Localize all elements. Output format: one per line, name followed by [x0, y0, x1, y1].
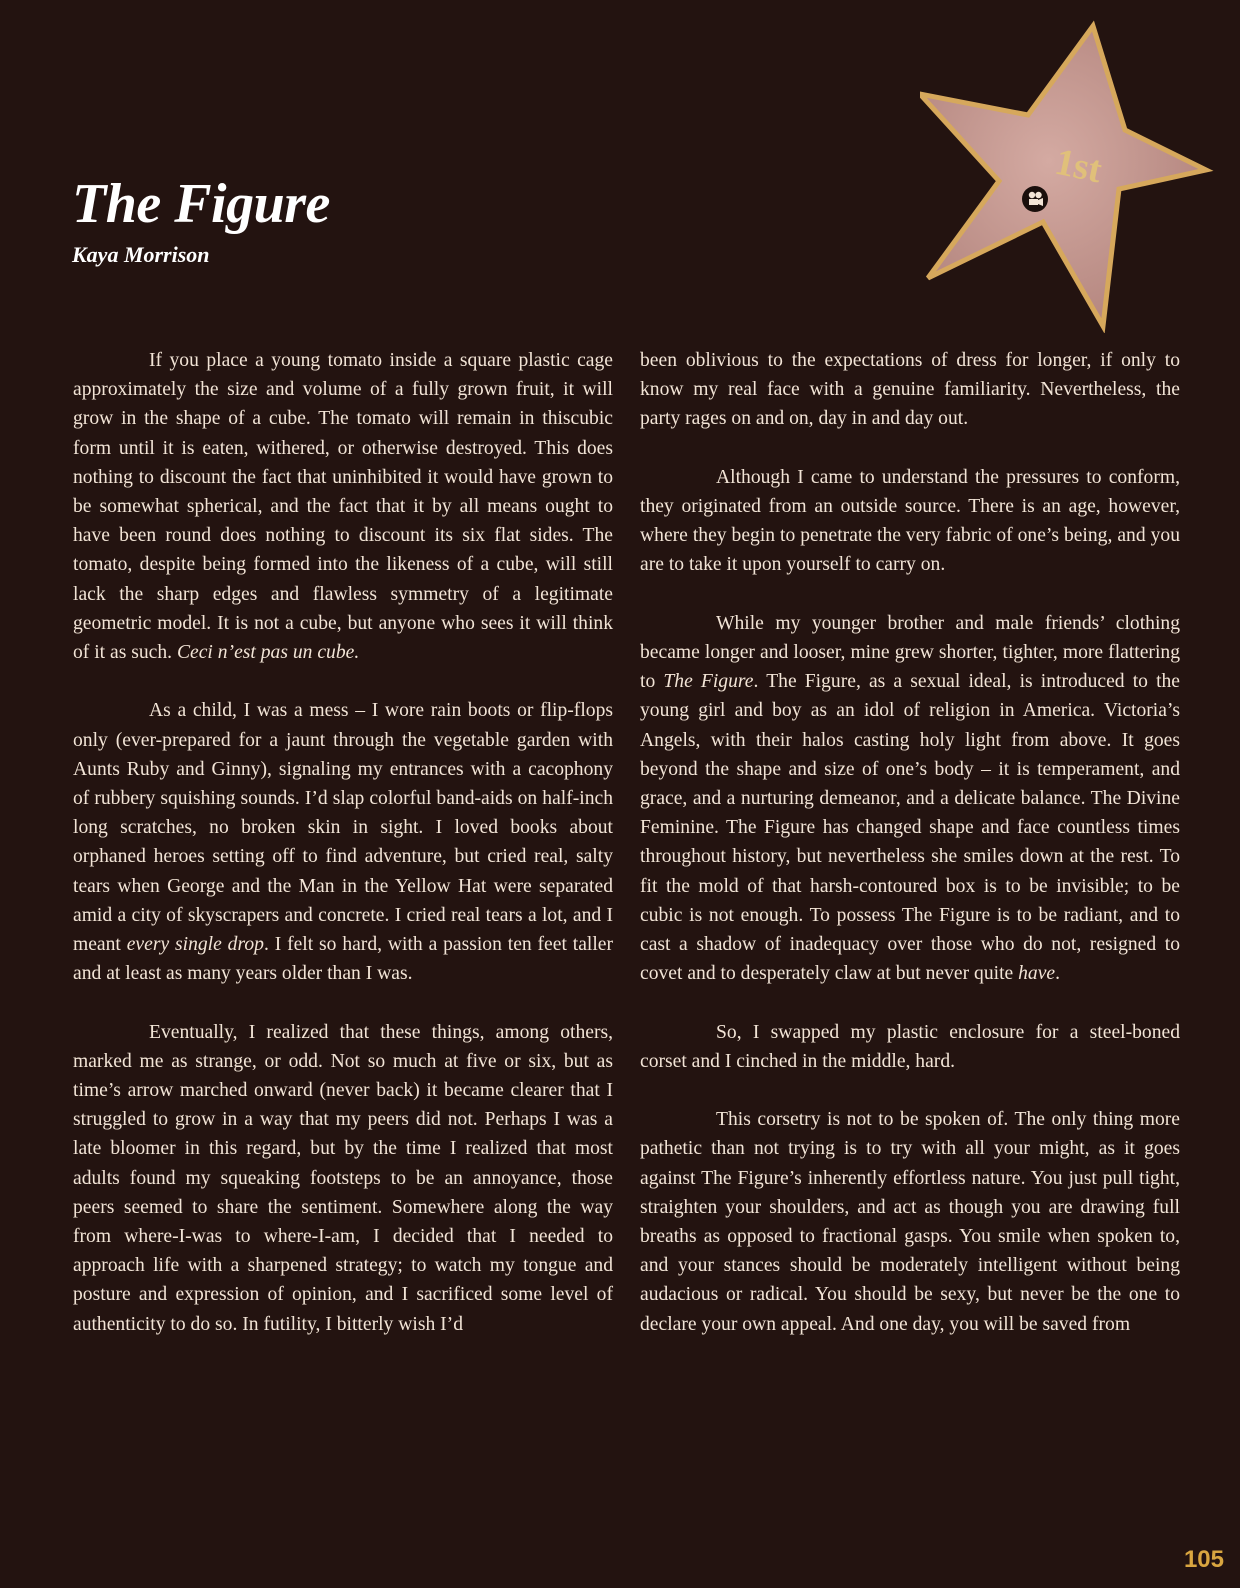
article-column-right [640, 346, 1180, 1339]
article-author: Kaya Morrison [72, 242, 210, 267]
paragraph: As a child, I was a mess – I wore rain boots or flip-flops only (ever-prepared for a jaunt through the vegetable garden with Aunts Ruby and Ginny), signaling my entrances with a cacophony of rubbery squishing sounds. I’d slap colorful band-aids on half-inch long scratches, no broken skin in sight. I loved books about orphaned heroes setting off to find adventure, but cried real, salty tears when George and the Man in the Yellow Hat were separated amid a city of skyscrapers and concrete. I cried real tears a lot, and I meant every single drop. I felt so hard, with a passion ten feet taller and at least as many years older than I was. [73, 700, 613, 985]
paragraph: Eventually, I realized that these things, among others, marked me as strange, or odd. Not so much at five or six, but as time’s arrow marched onward (never back) it became clearer that I struggled to grow in a way that my peers did not. Perhaps I was a late bloomer in this regard, but by the time I realized that most adults found my squeaking footsteps to be an annoyance, those peers seemed to share the sentiment. Somewhere along the way from where-I-was to where-I-am, I decided that I needed to approach life with a sharpened strategy; to watch my tongue and posture and expression of opinion, and I sacrificed some level of authenticity to do so. In futility, I bitterly wish I’d [73, 1021, 613, 1335]
page-number: 105 [1183, 1546, 1224, 1573]
first-place-star-badge [920, 18, 1225, 333]
paragraph-continued: been oblivious to the expectations of dress for longer, if only to know my real face with a genuine familiarity. Nevertheless, the party rages on and on, day in and day out. [640, 350, 1180, 430]
paragraph: So, I swapped my plastic enclosure for a steel-boned corset and I cinched in the middle, hard. [640, 1021, 1180, 1072]
article-title: The Figure [72, 173, 330, 235]
article-column-left [73, 346, 613, 1339]
paragraph: This corsetry is not to be spoken of. The only thing more pathetic than not trying is to try with all your might, as it goes against The Figure’s inherently effortless nature. You just pull tight, straighten your shoulders, and act as though you are drawing full breaths as opposed to fractional gasps. You smile when spoken to, and your stances should be moderately intelligent without being audacious or radical. You should be sexy, but never be the one to declare your own appeal. And one day, you will be saved from [640, 1109, 1180, 1335]
paragraph: Although I came to understand the pressures to conform, they originated from an outside source. There is an age, however, where they begin to penetrate the very fabric of one’s being, and you are to take it upon yourself to carry on. [640, 466, 1180, 576]
badge-rank-text: 1st [1051, 140, 1106, 192]
paragraph: If you place a young tomato inside a square plastic cage approximately the size and volume of a fully grown fruit, it will grow in the shape of a cube. The tomato will remain in thiscubic form until it is eaten, withered, or otherwise destroyed. This does nothing to discount the fact that uninhibited it would have grown to be somewhat spherical, and the fact that it by all means ought to have been round does nothing to discount its six flat sides. The tomato, despite being formed into the likeness of a cube, will still lack the sharp edges and flawless symmetry of a legitimate geometric model. It is not a cube, but anyone who sees it will think of it as such. Ceci n’est pas un cube. [73, 350, 613, 664]
film-camera-icon [1022, 186, 1048, 212]
paragraph: While my younger brother and male friends’ clothing became longer and looser, mine grew shorter, tighter, more flattering to The Figure. The Figure, as a sexual ideal, is introduced to the young girl and boy as an idol of religion in America. Victoria’s Angels, with their halos casting holy light from above. It goes beyond the shape and size of one’s body – it is temperament, and grace, and a nurturing demeanor, and a delicate balance. The Divine Feminine. The Figure has changed shape and face countless times throughout history, but nevertheless she smiles down at the rest. To fit the mold of that harsh-contoured box is to be invisible; to be cubic is not enough. To possess The Figure is to be radiant, and to cast a shadow of inadequacy over those who do not, resigned to covet and to desperately claw at but never quite have. [640, 612, 1181, 985]
